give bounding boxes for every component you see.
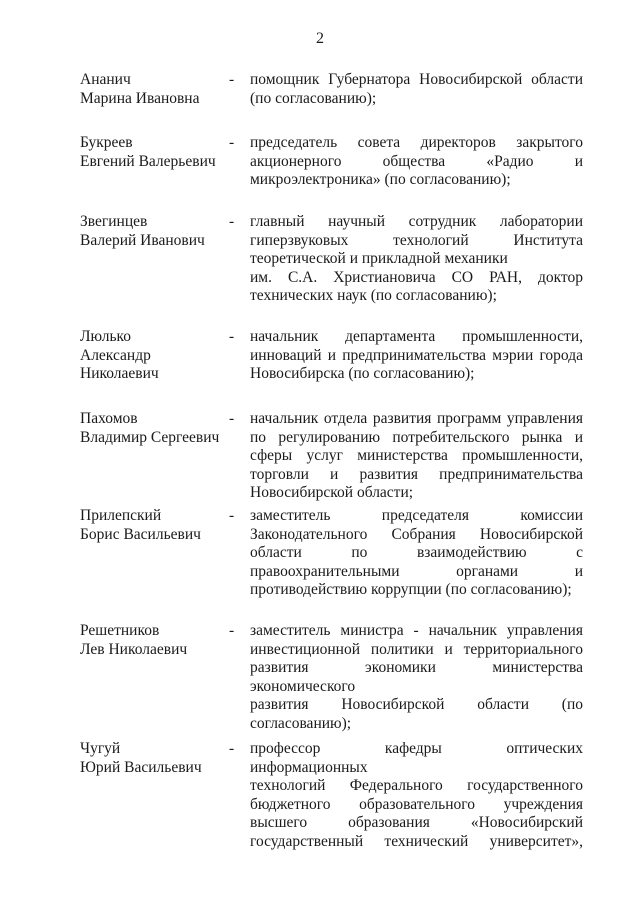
dash-separator: - [229,328,235,345]
member-position-line: Законодательного Собрания Новосибирской [250,525,583,543]
dash-separator: - [229,740,235,757]
member-position-line: сферы услуг министерства промышленности, [250,447,583,464]
member-position [250,740,583,851]
member-position-line: согласованию); [250,714,352,732]
member-name [80,71,220,108]
member-name [80,410,220,447]
member-name-line: Букреев [80,134,133,151]
member-name-line: Прилепский [80,507,162,524]
member-position-line: инвестиционной политики и территориального [250,640,583,658]
member-name-line: Решетников [80,622,160,639]
member-position-line: председатель совета директоров закрытого [250,134,583,151]
member-position-line: торговли и развития предпринимательства [250,465,583,483]
member-name-line: Чугуй [80,740,121,757]
member-name [80,134,220,171]
member-position [250,410,583,503]
member-position-line: Новосибирска (по согласованию); [250,365,475,382]
member-name [80,213,220,250]
dash-separator: - [229,134,235,151]
dash-separator: - [229,71,235,88]
member-name-line: Николаевич [80,365,159,382]
member-position-line: противодействию коррупции (по согласованию); [250,581,572,598]
member-position-line: им. С.А. Христиановича СО РАН, доктор [250,268,583,286]
member-position-line: заместитель председателя комиссии [250,507,583,524]
member-name-line: Марина Ивановна [80,89,200,107]
member-position-line: заместитель министра - начальник управления [250,622,583,639]
member-position [250,134,583,190]
member-position-line: по регулированию потребительского рынка и [250,428,583,446]
member-name-line: Юрий Васильевич [80,758,202,776]
member-name-line: Лев Николаевич [80,640,188,658]
member-position-line: технических наук (по согласованию); [250,287,497,304]
member-position-line: области по взаимодействию с [250,544,583,561]
dash-separator: - [229,507,235,524]
member-name-line: Люлько [80,328,132,345]
member-name-line: Ананич [80,71,131,88]
member-position-line: микроэлектроника» (по согласованию); [250,171,511,188]
member-name [80,622,220,659]
member-position-line: высшего образования «Новосибирский [250,814,583,831]
member-position-line: государственный технический университет», [250,832,583,850]
member-position [250,507,583,600]
member-position [250,328,583,384]
member-position-line: теоретической и прикладной механики [250,250,508,267]
dash-separator: - [229,622,235,639]
member-name-line: Евгений Валерьевич [80,152,216,170]
member-position-line: бюджетного образовательного учреждения [250,795,583,813]
member-position-line: правоохранительными органами и [250,562,583,580]
member-position-line: профессор кафедры оптических информационных [250,740,583,776]
member-position-line: Новосибирской области; [250,484,414,501]
member-name-line: Владимир Сергеевич [80,428,220,446]
member-name-line: Пахомов [80,410,138,427]
member-position-line: главный научный сотрудник лаборатории [250,213,583,230]
member-position-line: начальник департамента промышленности, [250,328,583,345]
member-position-line: развития Новосибирской области (по [250,696,583,713]
member-position [250,213,583,306]
member-position-line: начальник отдела развития программ управления [250,410,583,427]
member-position-line: (по согласованию); [250,89,377,107]
page-number: 2 [316,30,324,47]
dash-separator: - [229,410,235,427]
member-position-line: развития экономики министерства экономического [250,659,583,695]
member-name [80,507,220,544]
member-position-line: технологий Федерального государственного [250,777,583,794]
member-name-line: Звегинцев [80,213,148,230]
member-position [250,71,583,108]
member-position-line: акционерного общества «Радио и [250,152,583,170]
member-position-line: помощник Губернатора Новосибирской области [250,71,583,88]
member-position [250,622,583,733]
member-name-line: Александр [80,346,151,364]
member-name-line: Борис Васильевич [80,525,201,543]
dash-separator: - [229,213,235,230]
member-name-line: Валерий Иванович [80,231,205,249]
member-name [80,328,220,384]
member-position-line: гиперзвуковых технологий Института [250,231,583,249]
member-position-line: инноваций и предпринимательства мэрии города [250,346,583,364]
member-name [80,740,220,777]
